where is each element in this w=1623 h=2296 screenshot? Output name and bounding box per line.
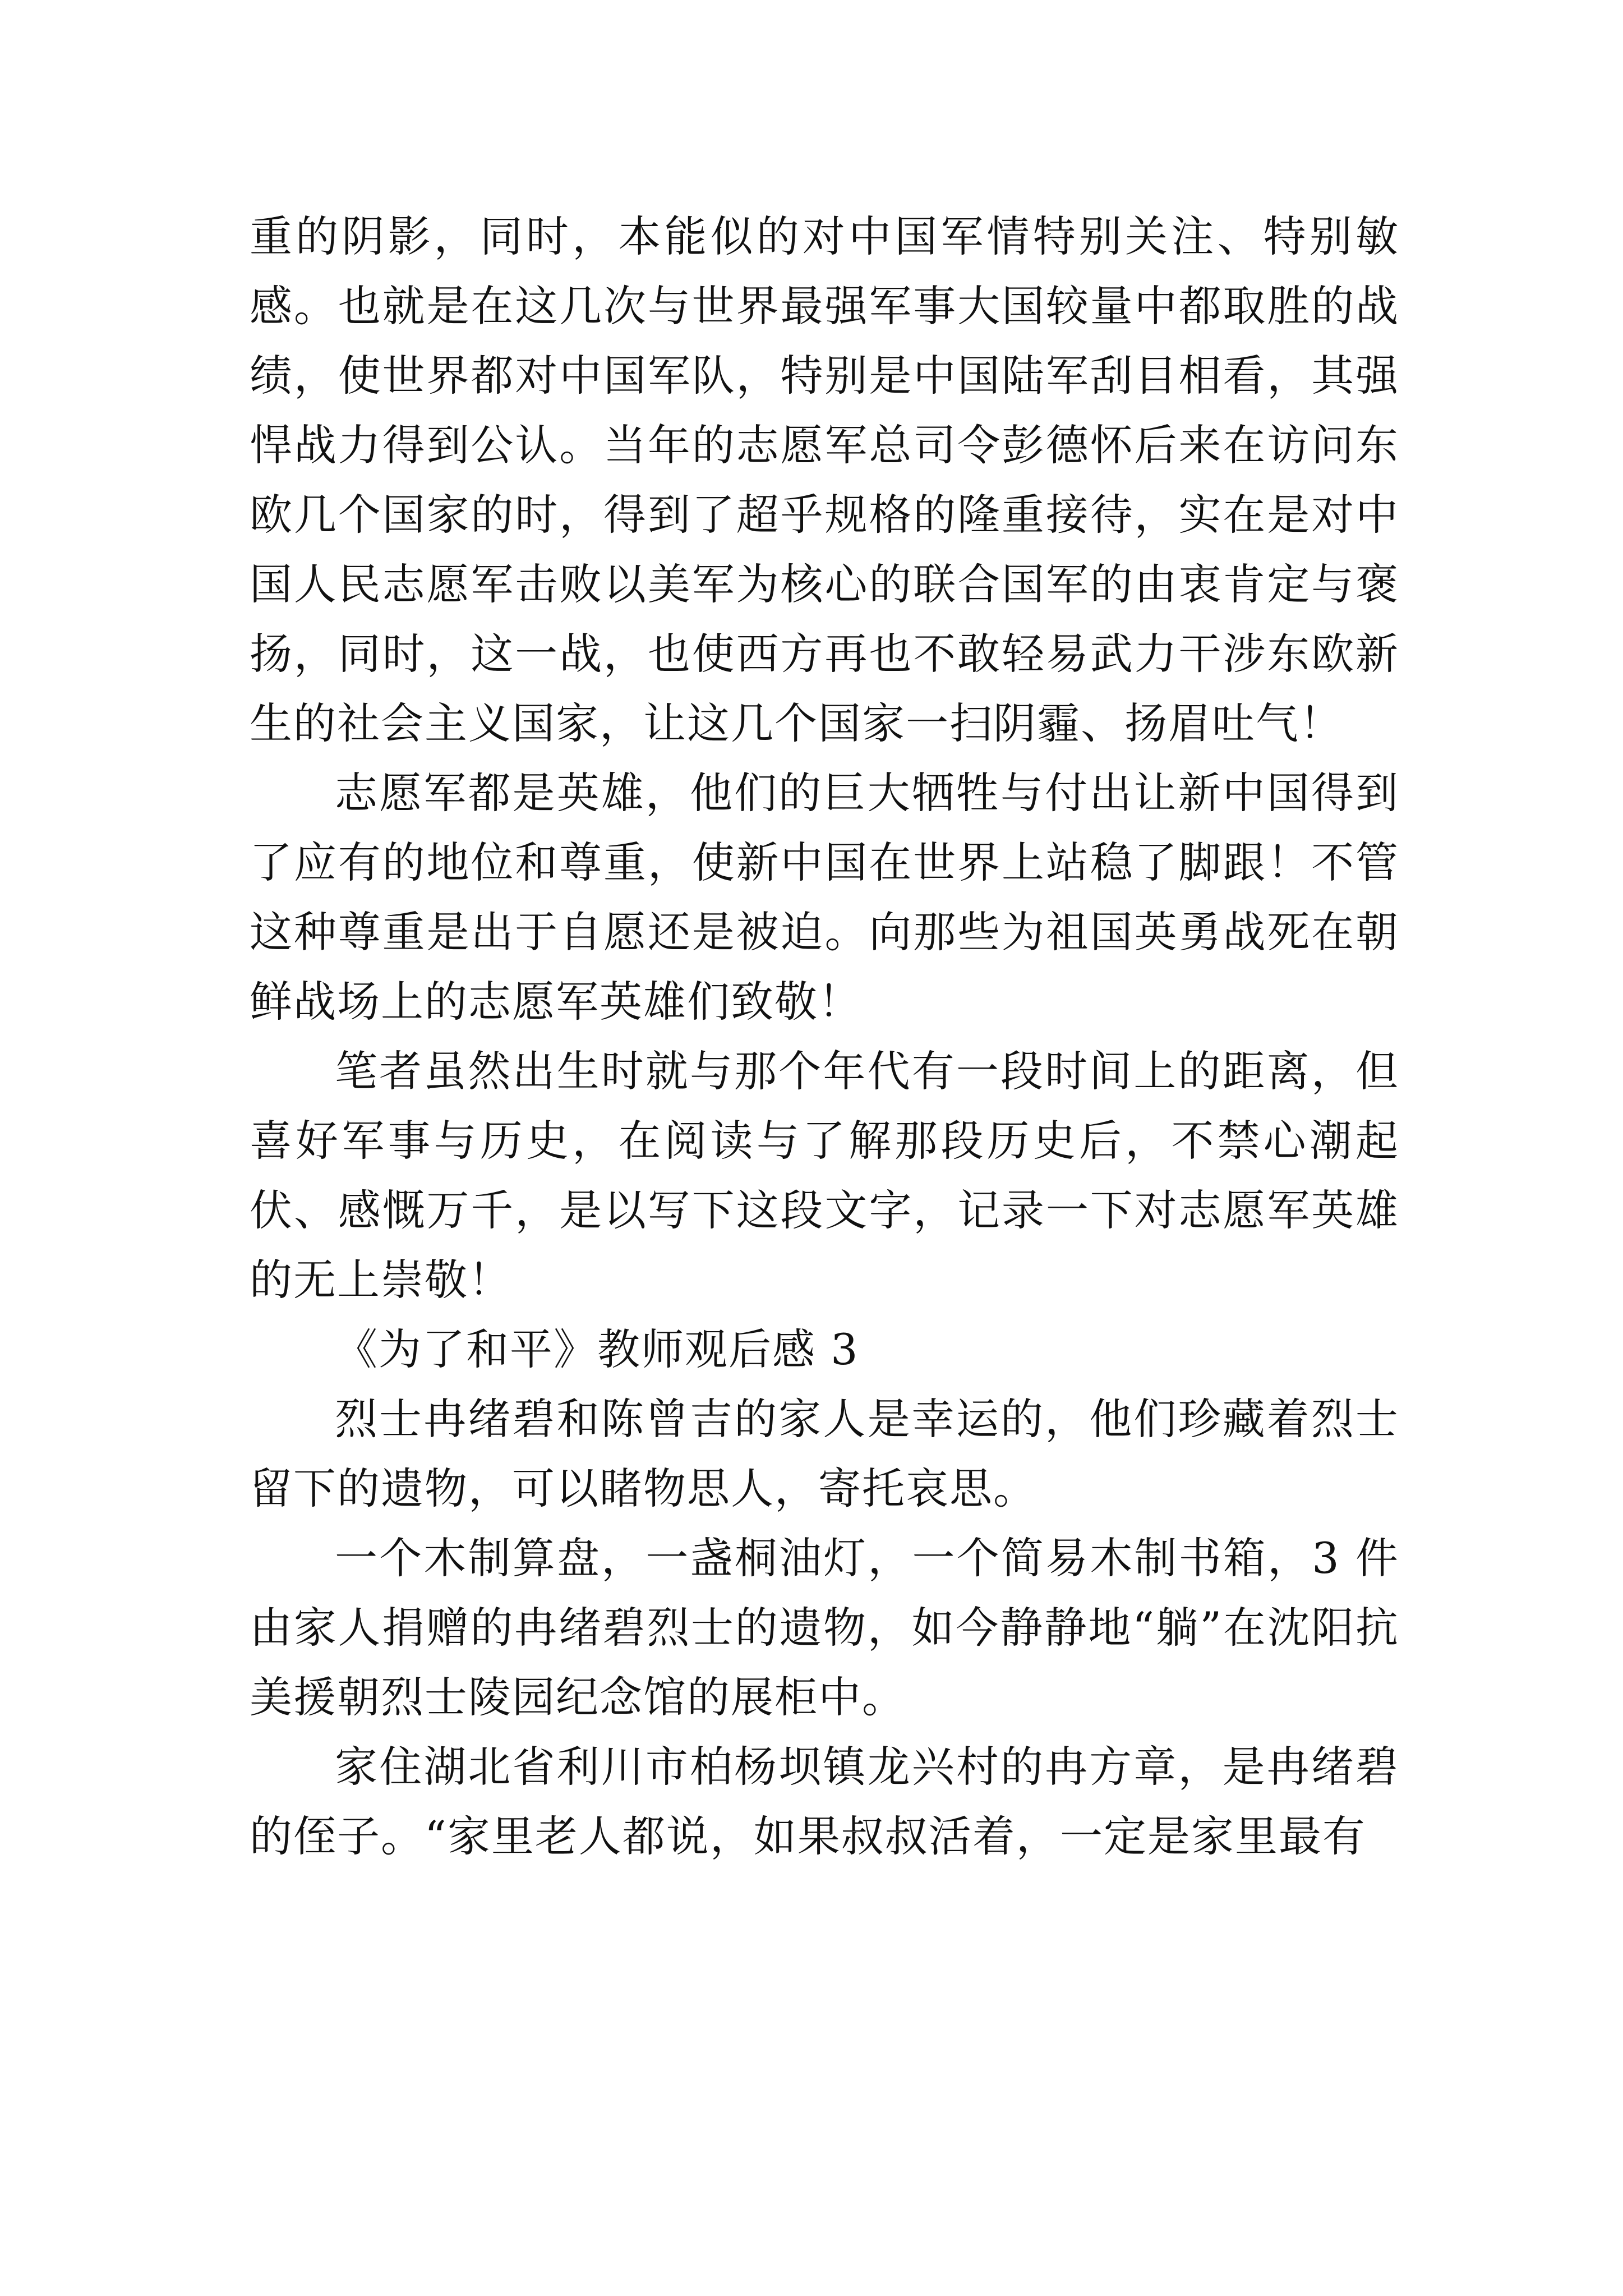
- paragraph-martyrs-families: 烈士冉绪碧和陈曾吉的家人是幸运的，他们珍藏着烈士留下的遗物，可以睹物思人，寄托哀思。: [250, 1394, 1399, 1513]
- paragraph-volunteer-heroes: 志愿军都是英雄，他们的巨大牺牲与付出让新中国得到了应有的地位和尊重，使新中国在世界上站稳了脚跟！不管这种尊重是出于自愿还是被迫。向那些为祖国英勇战死在朝鲜战场上的志愿军英雄们致敬！: [250, 768, 1399, 1027]
- paragraph-nephew: 家住湖北省利川市柏杨坝镇龙兴村的冉方章，是冉绪碧的侄子。“家里老人都说，如果叔叔活着，一定是家里最有: [250, 1742, 1399, 1861]
- paragraph-continuation: 重的阴影，同时，本能似的对中国军情特别关注、特别敏感。也就是在这几次与世界最强军事大国较量中都取胜的战绩，使世界都对中国军队，特别是中国陆军刮目相看，其强悍战力得到公认。当年的志愿军总司令彭德怀后来在访问东欧几个国家的时，得到了超乎规格的隆重接待，实在是对中国人民志愿军击败以美军为核心的联合国军的由衷肯定与褒扬，同时，这一战，也使西方再也不敢轻易武力干涉东欧新生的社会主义国家，让这几个国家一扫阴霾、扬眉吐气！: [250, 211, 1399, 748]
- section-heading: 《为了和平》教师观后感 3: [335, 1324, 859, 1374]
- paragraph-author-note: 笔者虽然出生时就与那个年代有一段时间上的距离，但喜好军事与历史，在阅读与了解那段历史后，不禁心潮起伏、感慨万千，是以写下这段文字，记录一下对志愿军英雄的无上崇敬！: [250, 1046, 1399, 1305]
- paragraph-relics: 一个木制算盘，一盏桐油灯，一个简易木制书箱，3 件由家人捐赠的冉绪碧烈士的遗物，如今静静地“躺”在沈阳抗美援朝烈士陵园纪念馆的展柜中。: [250, 1533, 1399, 1722]
- document-body: [250, 202, 1399, 1871]
